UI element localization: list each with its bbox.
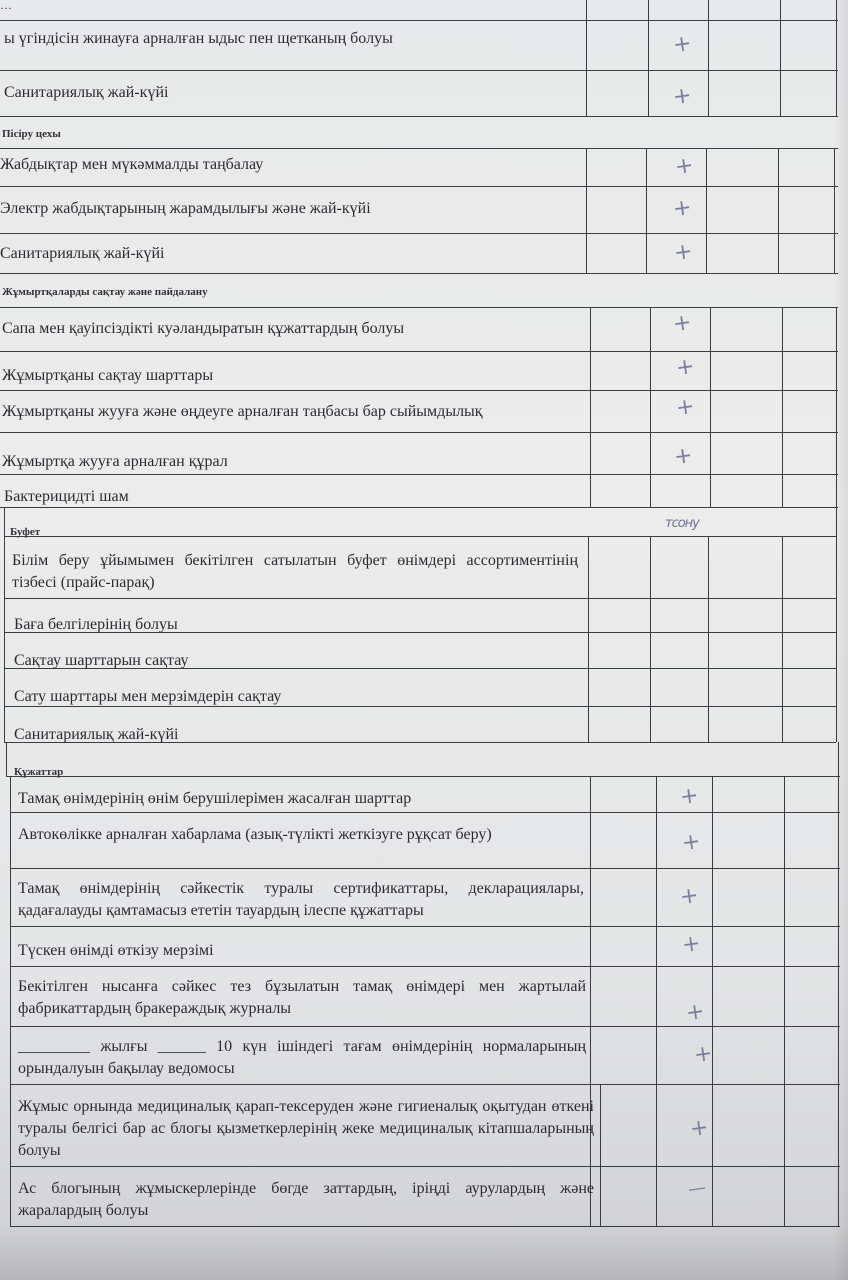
row-text: Ас блогының жұмыскерлерінде бөгде заттардың, іріңді аурулардың және жаралардың болуы [18,1180,594,1219]
check-mark: + [671,309,694,338]
row-text: ы үгіндісін жинауға арналған ыдыс пен щетканың болуы [4,30,393,47]
row-text: Жұмыртқаны сақтау шарттары [2,367,214,384]
check-mark: + [692,1040,715,1069]
row-text: Түскен өнімді өткізу мерзімі [18,942,214,959]
row-text: Сақтау шарттарын сақтау [14,652,189,669]
page-shadow [0,1220,848,1280]
page-shadow [834,0,848,1280]
check-mark: + [680,930,703,959]
row-text: Тамақ өнімдерінің сәйкестік туралы сертификаттары, декларациялары, қадағалауды қамтамасыз ететін тауардың ілеспе құжаттары [18,880,584,919]
row-text: Жұмыс орнында медициналық қарап-тексеруден және гигиеналық оқытудан өткені туралы белгісі бар ас блогы қызметкерлерінің жеке медициналық кітапшаларының болуы [18,1098,594,1159]
check-mark: + [674,393,697,422]
dash-mark: — [686,1176,708,1201]
check-mark: + [672,442,695,471]
check-mark: + [671,30,694,59]
check-mark: + [680,828,703,857]
check-mark: + [671,82,694,111]
row-text: Сапа мен қауіпсіздікті куәландыратын құжаттардың болуы [2,320,405,337]
check-mark: + [684,998,707,1027]
check-mark: + [673,152,696,181]
row-text: Санитариялық жай-күйі [0,245,165,262]
row-text: Санитариялық жай-күйі [4,84,169,101]
section-title: Пісіру цехы [2,128,61,140]
check-mark: + [678,882,701,911]
row-text: Электр жабдықтарының жарамдылығы және жай-күйі [0,200,371,217]
section-title: Құжаттар [14,766,64,778]
check-mark: + [678,782,701,811]
row-text: Тамақ өнімдерінің өнім берушілерімен жасалған шарттар [18,790,412,807]
row-text: Жабдықтар мен мүкәммалды таңбалау [0,156,264,173]
row-text: Білім беру ұйымымен бекітілген сатылатын буфет өнімдері ассортиментінің тізбесі (прайс-парақ) [12,552,578,591]
row-text: Жұмыртқаны жууға және өңдеуге арналған таңбасы бар сыйымдылық [2,403,483,420]
row-text: Бактерицидті шам [4,488,129,505]
check-mark: + [671,194,694,223]
handwritten-note: тсону [665,516,699,531]
row-text: Сату шарттары мен мерзімдерін сақтау [14,688,282,705]
check-mark: + [674,353,697,382]
row-text: Баға белгілерінің болуы [14,616,178,633]
row-text: Санитариялық жай-күйі [14,726,179,743]
section-title: Жұмыртқаларды сақтау және пайдалану [2,286,208,298]
row-text: Автокөлікке арналған хабарлама (азық-түлікті жеткізуге рұқсат беру) [18,826,492,843]
row-text-truncated: … [0,0,12,12]
section-title: Буфет [10,526,41,538]
check-mark: + [688,1114,711,1143]
row-text: _________ жылғы ______ 10 күн ішіндегі тағам өнімдерінің нормаларының орындалуын бақылау ведомосы [18,1038,586,1077]
row-text: Бекітілген нысанға сәйкес тез бұзылатын тамақ өнімдері мен жартылай фабрикаттардың бракераждық журналы [18,978,586,1017]
check-mark: + [672,238,695,267]
row-text: Жұмыртқа жууға арналған құрал [2,453,228,470]
